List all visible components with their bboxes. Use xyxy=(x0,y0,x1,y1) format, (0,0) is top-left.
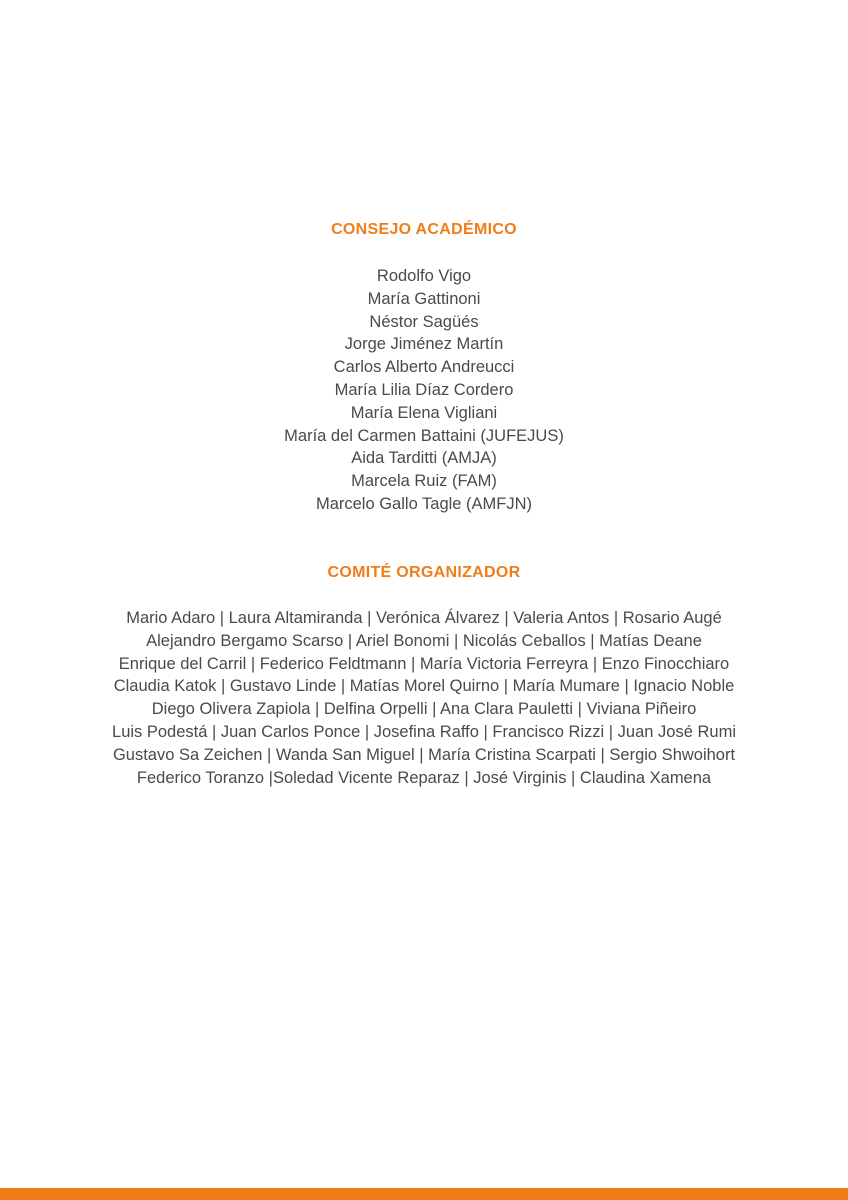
consejo-member: María Lilia Díaz Cordero xyxy=(334,380,514,399)
consejo-member: Marcelo Gallo Tagle (AMFJN) xyxy=(315,494,533,513)
consejo-member: María del Carmen Battaini (JUFEJUS) xyxy=(284,426,564,445)
comite-organizador-heading: COMITÉ ORGANIZADOR xyxy=(327,564,521,581)
consejo-member: Carlos Alberto Andreucci xyxy=(333,358,515,377)
comite-line: Enrique del Carril | Federico Feldtmann | María Victoria Ferreyra | Enzo Finocchiaro xyxy=(118,654,730,673)
consejo-academico-heading: CONSEJO ACADÉMICO xyxy=(331,221,517,238)
consejo-member: María Gattinoni xyxy=(367,289,481,308)
comite-line: Diego Olivera Zapiola | Delfina Orpelli | Ana Clara Pauletti | Viviana Piñeiro xyxy=(151,700,697,719)
consejo-member: Jorge Jiménez Martín xyxy=(344,335,504,354)
comite-organizador-list xyxy=(30,607,818,789)
consejo-member: Rodolfo Vigo xyxy=(376,267,472,285)
comite-line: Alejandro Bergamo Scarso | Ariel Bonomi | Nicolás Ceballos | Matías Deane xyxy=(146,631,702,650)
comite-line: Federico Toranzo |Soledad Vicente Reparaz | José Virginis | Claudina Xamena xyxy=(136,768,712,787)
consejo-member: Néstor Sagüés xyxy=(369,312,479,331)
consejo-academico-list xyxy=(0,265,848,516)
consejo-member: María Elena Vigliani xyxy=(350,403,498,422)
footer-accent-bar xyxy=(0,1188,848,1200)
comite-line: Gustavo Sa Zeichen | Wanda San Miguel | María Cristina Scarpati | Sergio Shwoihort xyxy=(112,745,736,764)
consejo-member: Aida Tarditti (AMJA) xyxy=(351,449,497,468)
comite-line: Luis Podestá | Juan Carlos Ponce | Josefina Raffo | Francisco Rizzi | Juan José Rumi xyxy=(112,722,736,741)
comite-line: Mario Adaro | Laura Altamiranda | Verónica Álvarez | Valeria Antos | Rosario Augé xyxy=(126,609,722,627)
comite-line: Claudia Katok | Gustavo Linde | Matías Morel Quirno | María Mumare | Ignacio Noble xyxy=(113,677,735,696)
consejo-member: Marcela Ruiz (FAM) xyxy=(351,472,497,491)
